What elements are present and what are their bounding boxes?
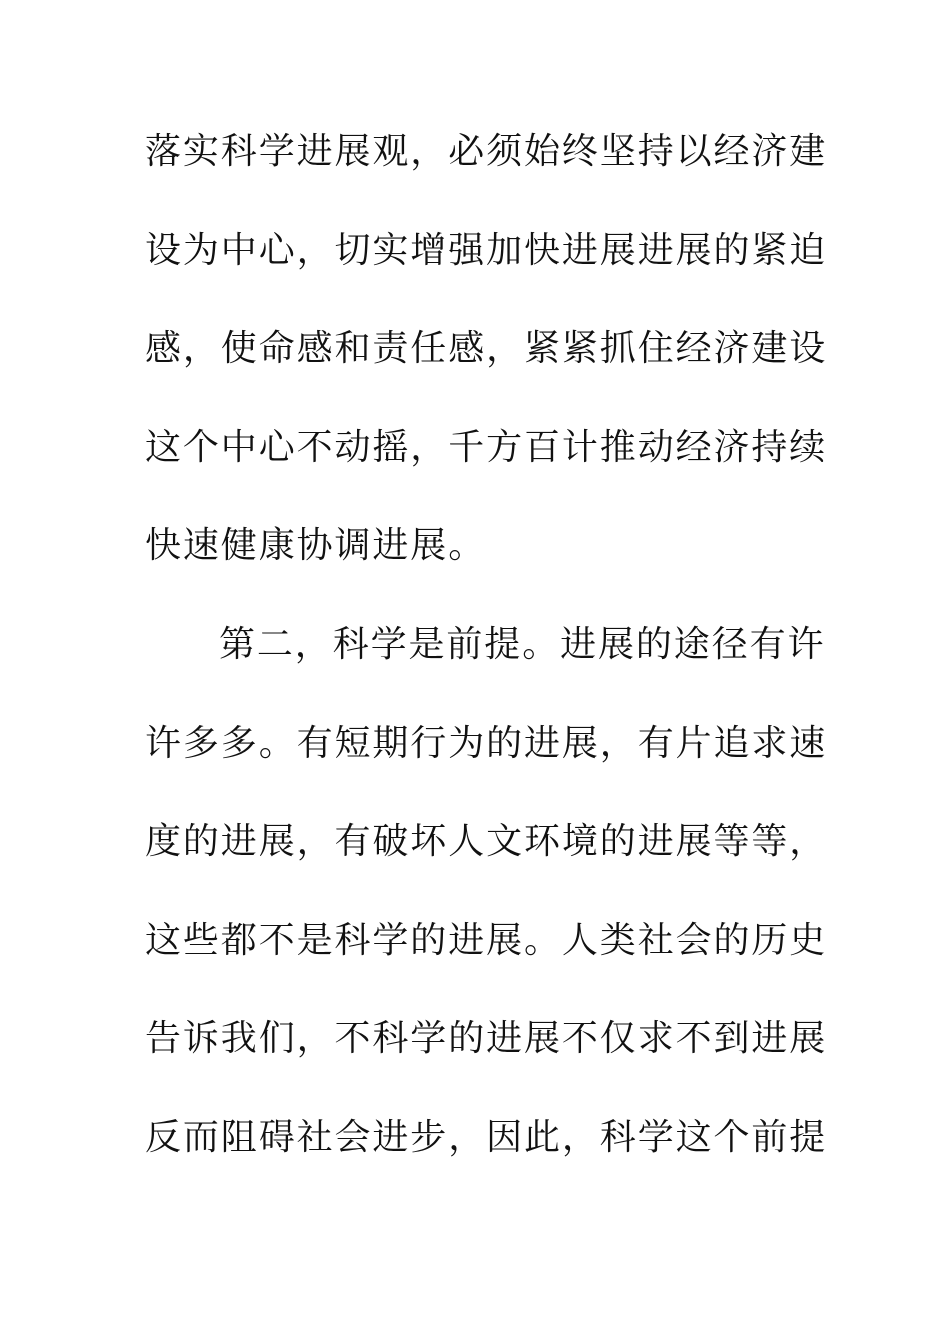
text-line: 反而阻碍社会进步，因此，科学这个前提 [145,1116,828,1158]
text-line: 这个中心不动摇，千方百计推动经济持续 [145,426,828,468]
text-line: 设为中心，切实增强加快进展进展的紧迫 [145,229,828,271]
text-line: 感，使命感和责任感，紧紧抓住经济建设 [145,328,828,370]
text-line: 这些都不是科学的进展。人类社会的历史 [145,919,828,961]
text-line: 快速健康协调进展。 [145,525,487,567]
text-line: 告诉我们，不科学的进展不仅求不到进展 [145,1018,828,1060]
text-line: 许多多。有短期行为的进展，有片追求速 [145,722,828,764]
text-line: 落实科学进展观，必须始终坚持以经济建 [145,131,828,172]
paragraph-start-line: 第二，科学是前提。进展的途径有许 [219,623,826,665]
text-line: 度的进展，有破坏人文环境的进展等等， [145,821,828,863]
body-text [145,122,828,1207]
